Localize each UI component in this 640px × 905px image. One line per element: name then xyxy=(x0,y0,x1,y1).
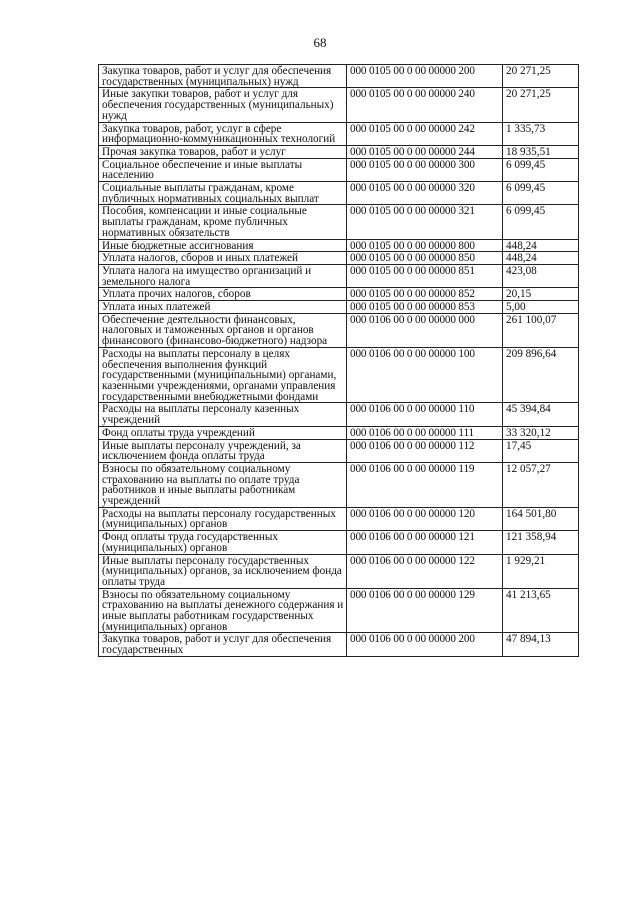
budget-code-cell: 000 0106 00 0 00 00000 121 xyxy=(347,531,503,554)
expense-name-cell: Закупка товаров, работ и услуг для обеспечения государственных xyxy=(99,633,347,656)
expense-name-cell: Взносы по обязательному социальному страхованию на выплаты денежного содержания и иные выплаты работникам государственных (муниципальных) органов xyxy=(99,588,347,633)
table-row xyxy=(99,182,579,205)
table-row xyxy=(99,462,579,507)
budget-code-cell: 000 0106 00 0 00 00000 122 xyxy=(347,554,503,588)
table-row xyxy=(99,158,579,181)
table-row xyxy=(99,347,579,403)
expense-name-cell: Расходы на выплаты персоналу государственных (муниципальных) органов xyxy=(99,507,347,530)
amount-cell: 20 271,25 xyxy=(503,65,579,88)
table-row xyxy=(99,554,579,588)
table-row xyxy=(99,531,579,554)
expense-name-cell: Социальные выплаты гражданам, кроме публичных нормативных социальных выплат xyxy=(99,182,347,205)
amount-cell: 20,15 xyxy=(503,288,579,301)
table-row xyxy=(99,205,579,239)
expense-name-cell: Иные закупки товаров, работ и услуг для обеспечения государственных (муниципальных) нужд xyxy=(99,88,347,122)
amount-cell: 12 057,27 xyxy=(503,462,579,507)
budget-code-cell: 000 0105 00 0 00 00000 800 xyxy=(347,239,503,252)
amount-cell: 423,08 xyxy=(503,264,579,287)
budget-code-cell: 000 0106 00 0 00 00000 100 xyxy=(347,347,503,403)
expense-name-cell: Уплата налогов, сборов и иных платежей xyxy=(99,252,347,265)
expense-name-cell: Фонд оплаты труда государственных (муниципальных) органов xyxy=(99,531,347,554)
amount-cell: 45 394,84 xyxy=(503,403,579,426)
table-row xyxy=(99,439,579,462)
table-row xyxy=(99,252,579,265)
expense-name-cell: Прочая закупка товаров, работ и услуг xyxy=(99,145,347,158)
budget-code-cell: 000 0105 00 0 00 00000 320 xyxy=(347,182,503,205)
budget-expenditure-table xyxy=(98,64,579,657)
expense-name-cell: Фонд оплаты труда учреждений xyxy=(99,426,347,439)
amount-cell: 164 501,80 xyxy=(503,507,579,530)
amount-cell: 6 099,45 xyxy=(503,205,579,239)
table-row xyxy=(99,264,579,287)
budget-code-cell: 000 0105 00 0 00 00000 853 xyxy=(347,301,503,314)
table-row xyxy=(99,403,579,426)
table-row xyxy=(99,313,579,347)
budget-code-cell: 000 0106 00 0 00 00000 120 xyxy=(347,507,503,530)
table-row xyxy=(99,633,579,656)
expense-name-cell: Закупка товаров, работ, услуг в сфере информационно-коммуникационных технологий xyxy=(99,122,347,145)
table-row xyxy=(99,301,579,314)
expense-name-cell: Пособия, компенсации и иные социальные выплаты гражданам, кроме публичных нормативных обязательств xyxy=(99,205,347,239)
budget-code-cell: 000 0105 00 0 00 00000 242 xyxy=(347,122,503,145)
amount-cell: 121 358,94 xyxy=(503,531,579,554)
amount-cell: 448,24 xyxy=(503,252,579,265)
table-row xyxy=(99,65,579,88)
table-row xyxy=(99,239,579,252)
amount-cell: 448,24 xyxy=(503,239,579,252)
expense-name-cell: Иные выплаты персоналу учреждений, за исключением фонда оплаты труда xyxy=(99,439,347,462)
budget-code-cell: 000 0106 00 0 00 00000 200 xyxy=(347,633,503,656)
amount-cell: 41 213,65 xyxy=(503,588,579,633)
amount-cell: 5,00 xyxy=(503,301,579,314)
expense-name-cell: Уплата иных платежей xyxy=(99,301,347,314)
table-row xyxy=(99,122,579,145)
budget-code-cell: 000 0106 00 0 00 00000 111 xyxy=(347,426,503,439)
expense-name-cell: Социальное обеспечение и иные выплаты населению xyxy=(99,158,347,181)
budget-code-cell: 000 0105 00 0 00 00000 852 xyxy=(347,288,503,301)
expense-name-cell: Обеспечение деятельности финансовых, налоговых и таможенных органов и органов финансового (финансово-бюджетного) надзора xyxy=(99,313,347,347)
amount-cell: 20 271,25 xyxy=(503,88,579,122)
table-row xyxy=(99,426,579,439)
amount-cell: 261 100,07 xyxy=(503,313,579,347)
budget-code-cell: 000 0105 00 0 00 00000 300 xyxy=(347,158,503,181)
expense-name-cell: Взносы по обязательному социальному страхованию на выплаты по оплате труда работников и иные выплаты работникам учреждений xyxy=(99,462,347,507)
budget-code-cell: 000 0106 00 0 00 00000 119 xyxy=(347,462,503,507)
amount-cell: 33 320,12 xyxy=(503,426,579,439)
table-row xyxy=(99,588,579,633)
expense-name-cell: Расходы на выплаты персоналу в целях обеспечения выполнения функций государственными (муниципальными) органами, казенными учреждениями, органами управления государственными внебюджетными фондами xyxy=(99,347,347,403)
amount-cell: 209 896,64 xyxy=(503,347,579,403)
expense-name-cell: Расходы на выплаты персоналу казенных учреждений xyxy=(99,403,347,426)
budget-code-cell: 000 0105 00 0 00 00000 851 xyxy=(347,264,503,287)
expense-name-cell: Уплата прочих налогов, сборов xyxy=(99,288,347,301)
table-row xyxy=(99,507,579,530)
expense-name-cell: Уплата налога на имущество организаций и земельного налога xyxy=(99,264,347,287)
amount-cell: 47 894,13 xyxy=(503,633,579,656)
budget-code-cell: 000 0105 00 0 00 00000 240 xyxy=(347,88,503,122)
budget-code-cell: 000 0105 00 0 00 00000 850 xyxy=(347,252,503,265)
budget-table-body xyxy=(99,65,579,657)
amount-cell: 1 335,73 xyxy=(503,122,579,145)
budget-code-cell: 000 0106 00 0 00 00000 112 xyxy=(347,439,503,462)
budget-code-cell: 000 0105 00 0 00 00000 244 xyxy=(347,145,503,158)
amount-cell: 6 099,45 xyxy=(503,182,579,205)
amount-cell: 1 929,21 xyxy=(503,554,579,588)
amount-cell: 6 099,45 xyxy=(503,158,579,181)
page-number: 68 xyxy=(313,35,327,50)
table-row xyxy=(99,145,579,158)
budget-code-cell: 000 0106 00 0 00 00000 129 xyxy=(347,588,503,633)
table-row xyxy=(99,88,579,122)
expense-name-cell: Иные бюджетные ассигнования xyxy=(99,239,347,252)
table-row xyxy=(99,288,579,301)
expense-name-cell: Иные выплаты персоналу государственных (муниципальных) органов, за исключением фонда оплаты труда xyxy=(99,554,347,588)
budget-code-cell: 000 0106 00 0 00 00000 110 xyxy=(347,403,503,426)
amount-cell: 18 935,51 xyxy=(503,145,579,158)
expense-name-cell: Закупка товаров, работ и услуг для обеспечения государственных (муниципальных) нужд xyxy=(99,65,347,88)
budget-code-cell: 000 0106 00 0 00 00000 000 xyxy=(347,313,503,347)
budget-code-cell: 000 0105 00 0 00 00000 321 xyxy=(347,205,503,239)
amount-cell: 17,45 xyxy=(503,439,579,462)
budget-code-cell: 000 0105 00 0 00 00000 200 xyxy=(347,65,503,88)
